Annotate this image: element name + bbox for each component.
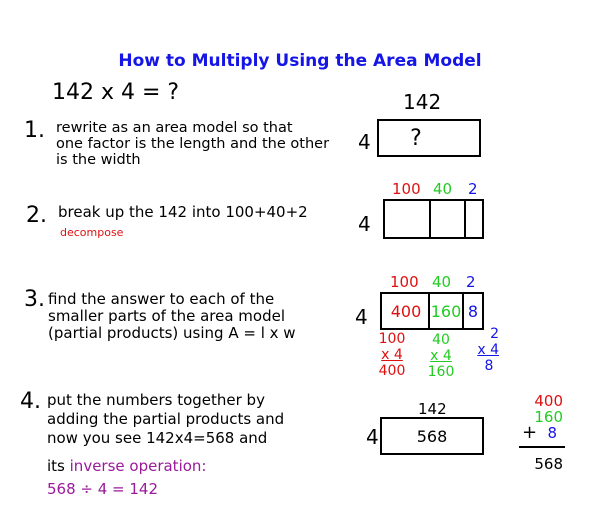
step-1-text xyxy=(56,120,329,168)
work-result: 160 xyxy=(427,364,455,380)
step-4-line: put the numbers together by xyxy=(47,391,265,409)
step-1-line: is the width xyxy=(56,152,141,168)
sum-total: 568 xyxy=(534,455,563,473)
model4-width: 4 xyxy=(366,425,379,449)
model1-rectangle xyxy=(377,119,481,157)
partial-work-100 xyxy=(373,331,411,379)
sum-rule xyxy=(519,446,565,448)
work-result: 8 xyxy=(484,358,494,374)
step-1-line: rewrite as an area model so that xyxy=(56,120,293,136)
step-3-line: smaller parts of the area model xyxy=(48,307,285,325)
step-1-number: 1. xyxy=(24,118,45,143)
model3-width: 4 xyxy=(355,305,368,329)
step-1-line: one factor is the length and the other xyxy=(56,136,330,152)
work-multiplier: x 4 xyxy=(381,347,403,363)
sum-addend-1: 400 xyxy=(534,392,563,410)
model3-part-1: 100 xyxy=(390,273,419,291)
step-3-line: (partial products) using A = l x w xyxy=(48,324,296,342)
model4-length: 142 xyxy=(418,400,447,418)
step-2-text: break up the 142 into 100+40+2 xyxy=(58,203,308,221)
problem-statement: 142 x 4 = ? xyxy=(52,80,180,105)
partial-work-40 xyxy=(423,332,459,380)
step-4-text xyxy=(47,391,284,448)
step-2-number: 2. xyxy=(26,203,47,228)
page-title: How to Multiply Using the Area Model xyxy=(118,51,482,71)
work-multiplier: x 4 xyxy=(477,342,499,358)
model3-part-3: 2 xyxy=(466,273,476,291)
work-top: 40 xyxy=(432,332,450,348)
step-4-number: 4. xyxy=(20,389,41,414)
model1-length: 142 xyxy=(403,90,442,114)
model3-product-3: 8 xyxy=(467,301,479,321)
step-3-text xyxy=(48,291,296,342)
model1-area: ? xyxy=(410,125,422,151)
inverse-prefix: its xyxy=(47,457,70,475)
model3-part-2: 40 xyxy=(432,273,452,291)
work-top: 100 xyxy=(378,331,406,347)
model4-area: 568 xyxy=(416,426,448,446)
model2-width: 4 xyxy=(358,212,371,236)
model2-divider xyxy=(429,201,431,237)
model3-product-2: 160 xyxy=(430,301,462,321)
step-2-note: decompose xyxy=(60,226,124,239)
step-4-line: now you see 142x4=568 and xyxy=(47,429,268,447)
step-3-number: 3. xyxy=(24,287,45,312)
model2-part-3: 2 xyxy=(468,180,478,198)
model2-part-2: 40 xyxy=(433,180,453,198)
model2-rectangle xyxy=(383,199,484,239)
work-result: 400 xyxy=(378,363,406,379)
step-4-line: adding the partial products and xyxy=(47,410,285,428)
model2-divider xyxy=(464,201,466,237)
model4-rectangle xyxy=(380,417,484,455)
model2-part-1: 100 xyxy=(392,180,421,198)
sum-addend-3: 8 xyxy=(547,424,557,442)
sum-operator: + xyxy=(522,422,538,443)
inverse-operation-line xyxy=(47,457,206,475)
inverse-operation-label: inverse operation: xyxy=(69,457,207,475)
work-top: 2 xyxy=(490,326,499,342)
partial-work-2 xyxy=(471,326,499,374)
sum-addend-2: 160 xyxy=(534,408,563,426)
work-multiplier: x 4 xyxy=(430,348,452,364)
step-3-line: find the answer to each of the xyxy=(48,290,275,308)
model3-product-1: 400 xyxy=(390,301,422,321)
model1-width: 4 xyxy=(358,130,371,154)
inverse-equation: 568 ÷ 4 = 142 xyxy=(47,480,159,498)
model3-rectangle xyxy=(380,292,484,330)
